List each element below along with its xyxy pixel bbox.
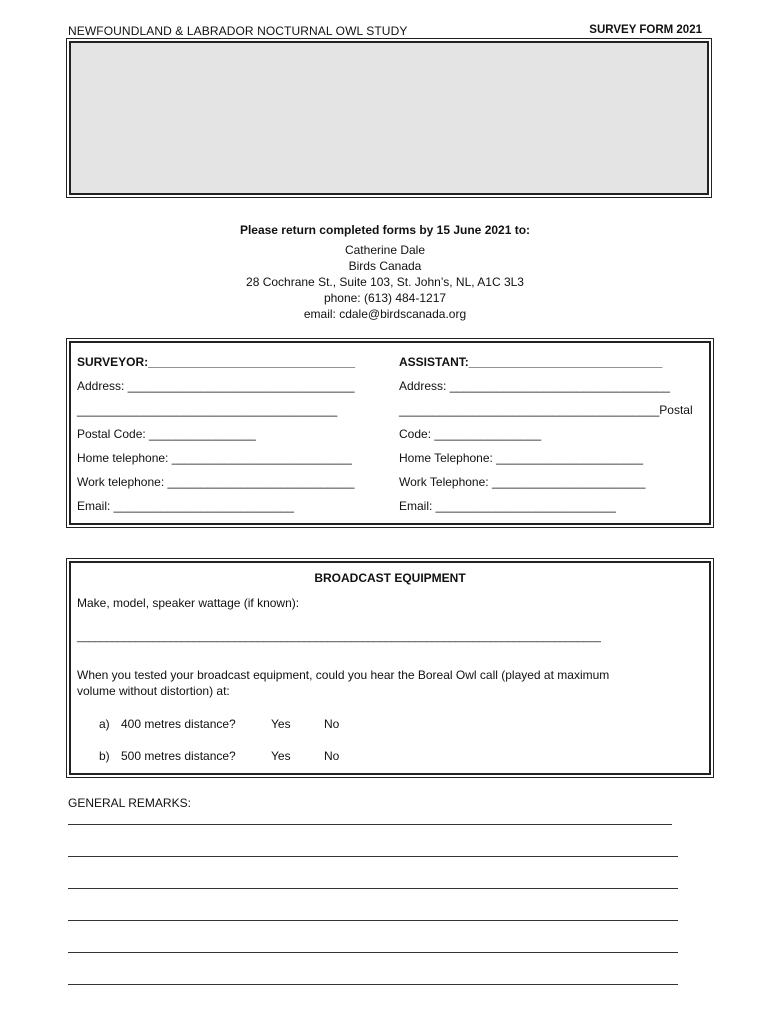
surveyor-column: [77, 354, 355, 522]
assistant-home-phone-field[interactable]: Home Telephone: ______________________: [399, 451, 644, 465]
study-title: NEWFOUNDLAND & LABRADOR NOCTURNAL OWL STUDY: [68, 24, 408, 38]
header-box: [66, 38, 712, 198]
option-b-letter: b): [99, 749, 110, 763]
return-phone: phone: (613) 484-1217: [323, 291, 447, 305]
assistant-email-field[interactable]: Email: ___________________________: [399, 499, 616, 513]
option-b-yes[interactable]: Yes: [271, 749, 291, 763]
assistant-address-field[interactable]: Address: _________________________________: [399, 379, 670, 393]
make-model-label: Make, model, speaker wattage (if known):: [77, 596, 300, 610]
assistant-postal-field[interactable]: Code: ________________: [399, 427, 542, 441]
surveyor-address-field[interactable]: Address: __________________________________: [77, 379, 355, 393]
remarks-line[interactable]: [68, 984, 678, 985]
remarks-line[interactable]: [68, 888, 678, 889]
make-model-field[interactable]: __________________________________________________________________________________________: [77, 631, 601, 643]
remarks-line[interactable]: [68, 952, 678, 953]
surveyor-address-line2[interactable]: _______________________________________: [77, 403, 338, 417]
assistant-field[interactable]: ASSISTANT:_____________________________: [399, 355, 663, 369]
return-organization: Birds Canada: [348, 259, 422, 273]
header-box-shaded: [69, 41, 709, 195]
form-label: SURVEY FORM 2021: [589, 24, 702, 36]
remarks-line[interactable]: [68, 824, 672, 825]
option-a-text: 400 metres distance?: [121, 717, 236, 731]
broadcast-title: BROADCAST EQUIPMENT: [314, 571, 466, 585]
return-name: Catherine Dale: [344, 243, 426, 257]
return-heading: Please return completed forms by 15 June 2021 to:: [239, 223, 531, 237]
option-b-text: 500 metres distance?: [121, 749, 236, 763]
assistant-work-phone-field[interactable]: Work Telephone: _______________________: [399, 475, 646, 489]
return-address: 28 Cochrane St., Suite 103, St. John’s, NL, A1C 3L3: [246, 275, 524, 289]
option-b-no[interactable]: No: [324, 749, 340, 763]
remarks-line[interactable]: [68, 920, 678, 921]
remarks-line[interactable]: [68, 856, 678, 857]
question-line-2: volume without distortion) at:: [77, 684, 230, 698]
option-a-yes[interactable]: Yes: [271, 717, 291, 731]
option-a-letter: a): [99, 717, 110, 731]
contact-section: [66, 338, 714, 528]
surveyor-work-phone-field[interactable]: Work telephone: ____________________________: [77, 475, 355, 489]
return-email: email: cdale@birdscanada.org: [303, 307, 467, 321]
surveyor-email-field[interactable]: Email: ___________________________: [77, 499, 294, 513]
surveyor-field[interactable]: SURVEYOR:_______________________________: [77, 355, 356, 369]
assistant-address-line2[interactable]: _______________________________________Postal: [399, 403, 693, 417]
return-info: [0, 222, 770, 322]
general-remarks-label: GENERAL REMARKS:: [68, 796, 191, 810]
assistant-column: [399, 354, 693, 522]
broadcast-section: [66, 558, 714, 778]
surveyor-home-phone-field[interactable]: Home telephone: ___________________________: [77, 451, 352, 465]
question-line-1: When you tested your broadcast equipment, could you hear the Boreal Owl call (played at maximum: [77, 668, 610, 682]
surveyor-postal-field[interactable]: Postal Code: ________________: [77, 427, 256, 441]
option-a-no[interactable]: No: [324, 717, 340, 731]
